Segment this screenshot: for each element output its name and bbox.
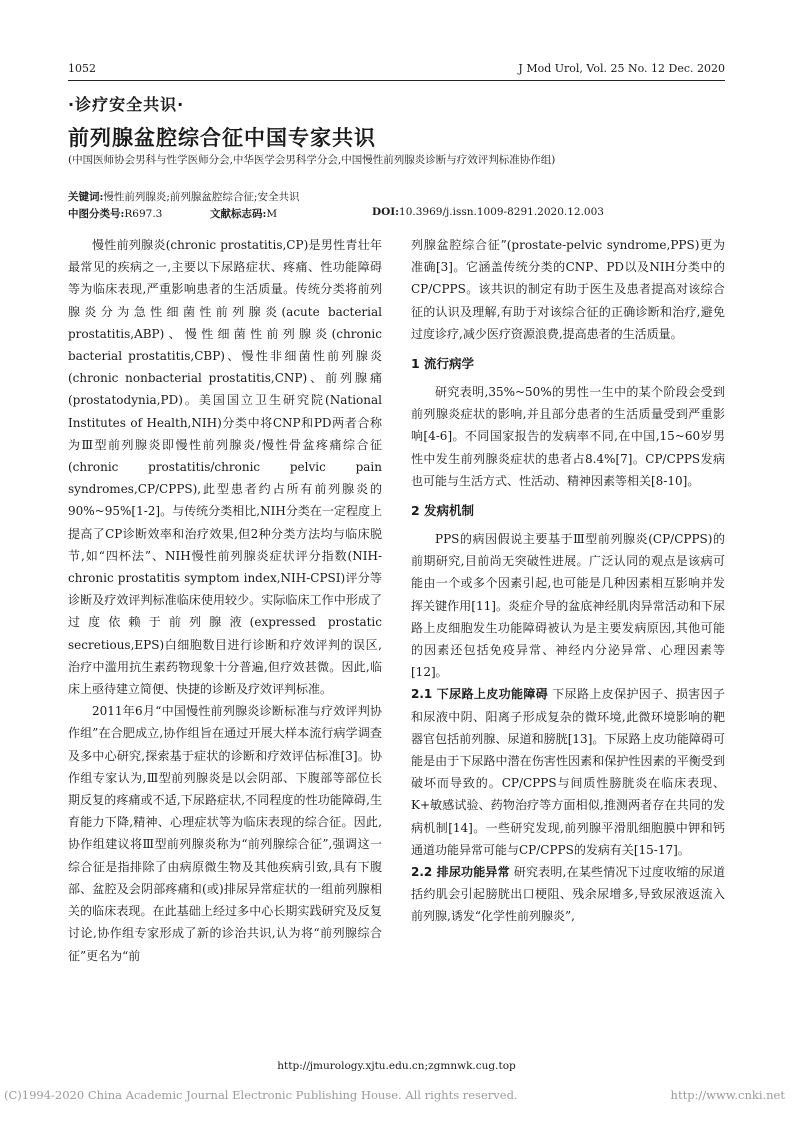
intro-paragraph-1: 慢性前列腺炎(chronic prostatitis,CP)是男性青壮年最常见的疾病之一,主要以下尿路症状、疼痛、性功能障碍等为临床表现,严重影响患者的生活质量。传统分类将前列腺炎分为急性细菌性前列腺炎(acute bacterial prostatitis,ABP)、慢性细菌性前列腺炎(chronic bacterial prostatitis,CBP)、慢性非细菌性前列腺炎(chronic nonbacterial prostatitis,CNP)、前列腺痛(prostatodynia,PD)。美国国立卫生研究院(National Institutes of Health,NIH)分类中将CNP和PD两者合称为Ⅲ型前列腺炎即慢性前列腺炎/慢性骨盆疼痛综合征(chronic prostatitis/chronic pelvic pain syndromes,CP/CPPS),此型患者约占所有前列腺炎的90%~95%[1-2]。与传统分类相比,NIH分类在一定程度上提高了CP诊断效率和治疗效果,但2种分类方法均与临床脱节,如“四杯法”、NIH慢性前列腺炎症状评分指数(NIH-chronic prostatitis symptom index,NIH-CPSI)评分等诊断及疗效评判标准临床使用较少。实际临床工作中形成了过度依赖于前列腺液(expressed prostatic secretious,EPS)白细胞数目进行诊断和疗效评判的误区,治疗中滥用抗生素药物现象十分普遍,但疗效甚微。因此,临床上亟待建立简便、快捷的诊断及疗效评判标准。 [68, 238, 382, 697]
subsection-2-1-text: 下尿路上皮保护因子、损害因子和尿液中阴、阳离子形成复杂的微环境,此微环境影响的靶器官包括前列腺、尿道和膀胱[13]。下尿路上皮功能障碍可能是由于下尿路中潜在伤害性因素和保护性因素的平衡受到破坏而导致的。CP/CPPS与间质性膀胱炎在临床表现、K+敏感试验、药物治疗等方面相似,推测两者存在共同的发病机制[14]。一些研究发现,前列腺平滑肌细胞膜中钾和钙通道功能异常可能与CP/CPPS的发病有关[15-17]。 [411, 687, 725, 857]
epidemiology-paragraph: 研究表明,35%~50%的男性一生中的某个阶段会受到前列腺炎症状的影响,并且部分患者的生活质量受到严重影响[4-6]。不同国家报告的发病率不同,在中国,15~60岁男性中发生前列腺炎症状的患者占8.4%[7]。CP/CPPS发病也可能与生活方式、性活动、精神因素等相关[8-10]。 [411, 385, 725, 488]
copyright-line [4, 1088, 785, 1102]
clc-field [68, 206, 162, 221]
paper-title: 前列腺盆腔综合征中国专家共识 [68, 126, 376, 150]
copyright-text: (C)1994-2020 China Academic Journal Electronic Publishing House. All rights reserved. [4, 1088, 518, 1102]
cnki-link[interactable]: http://www.cnki.net [670, 1088, 785, 1102]
left-column [68, 234, 382, 967]
document-code-label: 文献标志码: [210, 208, 267, 220]
section-heading-pathogenesis: 2 发病机制 [411, 503, 475, 519]
page-number: 1052 [68, 62, 96, 75]
doi-field [372, 206, 604, 218]
doi-label: DOI: [372, 206, 400, 218]
subsection-2-1-title: 2.1 下尿路上皮功能障碍 [411, 687, 549, 702]
clc-value: R697.3 [124, 208, 163, 220]
document-code-field [210, 206, 277, 221]
subsection-2-2-title: 2.2 排尿功能异常 [411, 865, 510, 880]
journal-citation: J Mod Urol, Vol. 25 No. 12 Dec. 2020 [518, 62, 725, 75]
author-affiliations: (中国医师协会男科与性学医师分会,中华医学会男科学分会,中国慢性前列腺炎诊断与疗效评判标准协作组) [68, 154, 556, 166]
section-heading-epidemiology: 1 流行病学 [411, 356, 475, 372]
header-rule [68, 80, 725, 81]
running-header [68, 62, 725, 78]
keywords-value: 慢性前列腺炎;前列腺盆腔综合征;安全共识 [103, 191, 300, 203]
right-column [411, 234, 725, 928]
journal-urls: http://jmurology.xjtu.edu.cn;zgmnwk.cug.top [277, 1060, 516, 1072]
subsection-2-1 [411, 683, 725, 861]
subsection-2-2 [411, 861, 725, 928]
keywords-label: 关键词: [68, 191, 104, 203]
doi-value: 10.3969/j.issn.1009-8291.2020.12.003 [399, 206, 604, 218]
intro-paragraph-continued: 列腺盆腔综合征”(prostate-pelvic syndrome,PPS)更为准确[3]。它涵盖传统分类的CNP、PD以及NIH分类中的CP/CPPS。该共识的制定有助于医生及患者提高对该综合征的认识及理解,有助于对该综合征的正确诊断和治疗,避免过度诊疗,减少医疗资源浪费,提高患者的生活质量。 [411, 238, 725, 341]
keywords-line [68, 189, 725, 204]
section-tag: ·诊疗安全共识· [68, 95, 185, 114]
subsection-2-2-text: 研究表明,在某些情况下过度收缩的尿道括约肌会引起膀胱出口梗阻、残余尿增多,导致尿液返流入前列腺,诱发“化学性前列腺炎”, [411, 865, 725, 924]
clc-label: 中图分类号: [68, 208, 125, 220]
document-code-value: M [266, 208, 278, 220]
pathogenesis-paragraph: PPS的病因假说主要基于Ⅲ型前列腺炎(CP/CPPS)的前期研究,目前尚无突破性进展。广泛认同的观点是该病可能由一个或多个因素引起,也可能是几种因素相互影响并发挥关键作用[11]。炎症介导的盆底神经肌肉异常活动和下尿路上皮细胞发生功能障碍被认为是主要发病原因,其他可能的因素还包括免疫异常、神经内分泌异常、心理因素等[12]。 [411, 532, 725, 680]
intro-paragraph-2: 2011年6月“中国慢性前列腺炎诊断标准与疗效评判协作组”在合肥成立,协作组旨在通过开展大样本流行病学调查及多中心研究,探索基于症状的诊断和疗效评估标准[3]。协作组专家认为,Ⅲ型前列腺炎是以会阴部、下腹部等部位长期反复的疼痛或不适,下尿路症状,不同程度的性功能障碍,生育能力下降,精神、心理症状等为临床表现的综合征。因此,协作组建议将Ⅲ型前列腺炎称为“前列腺综合征”,强调这一综合征是指排除了由病原微生物及其他疾病引致,具有下腹部、盆腔及会阴部疼痛和(或)排尿异常症状的一组前列腺相关的临床表现。在此基础上经过多中心长期实践研究及反复讨论,协作组专家形成了新的诊治共识,认为将“前列腺综合征”更名为“前 [68, 704, 382, 963]
